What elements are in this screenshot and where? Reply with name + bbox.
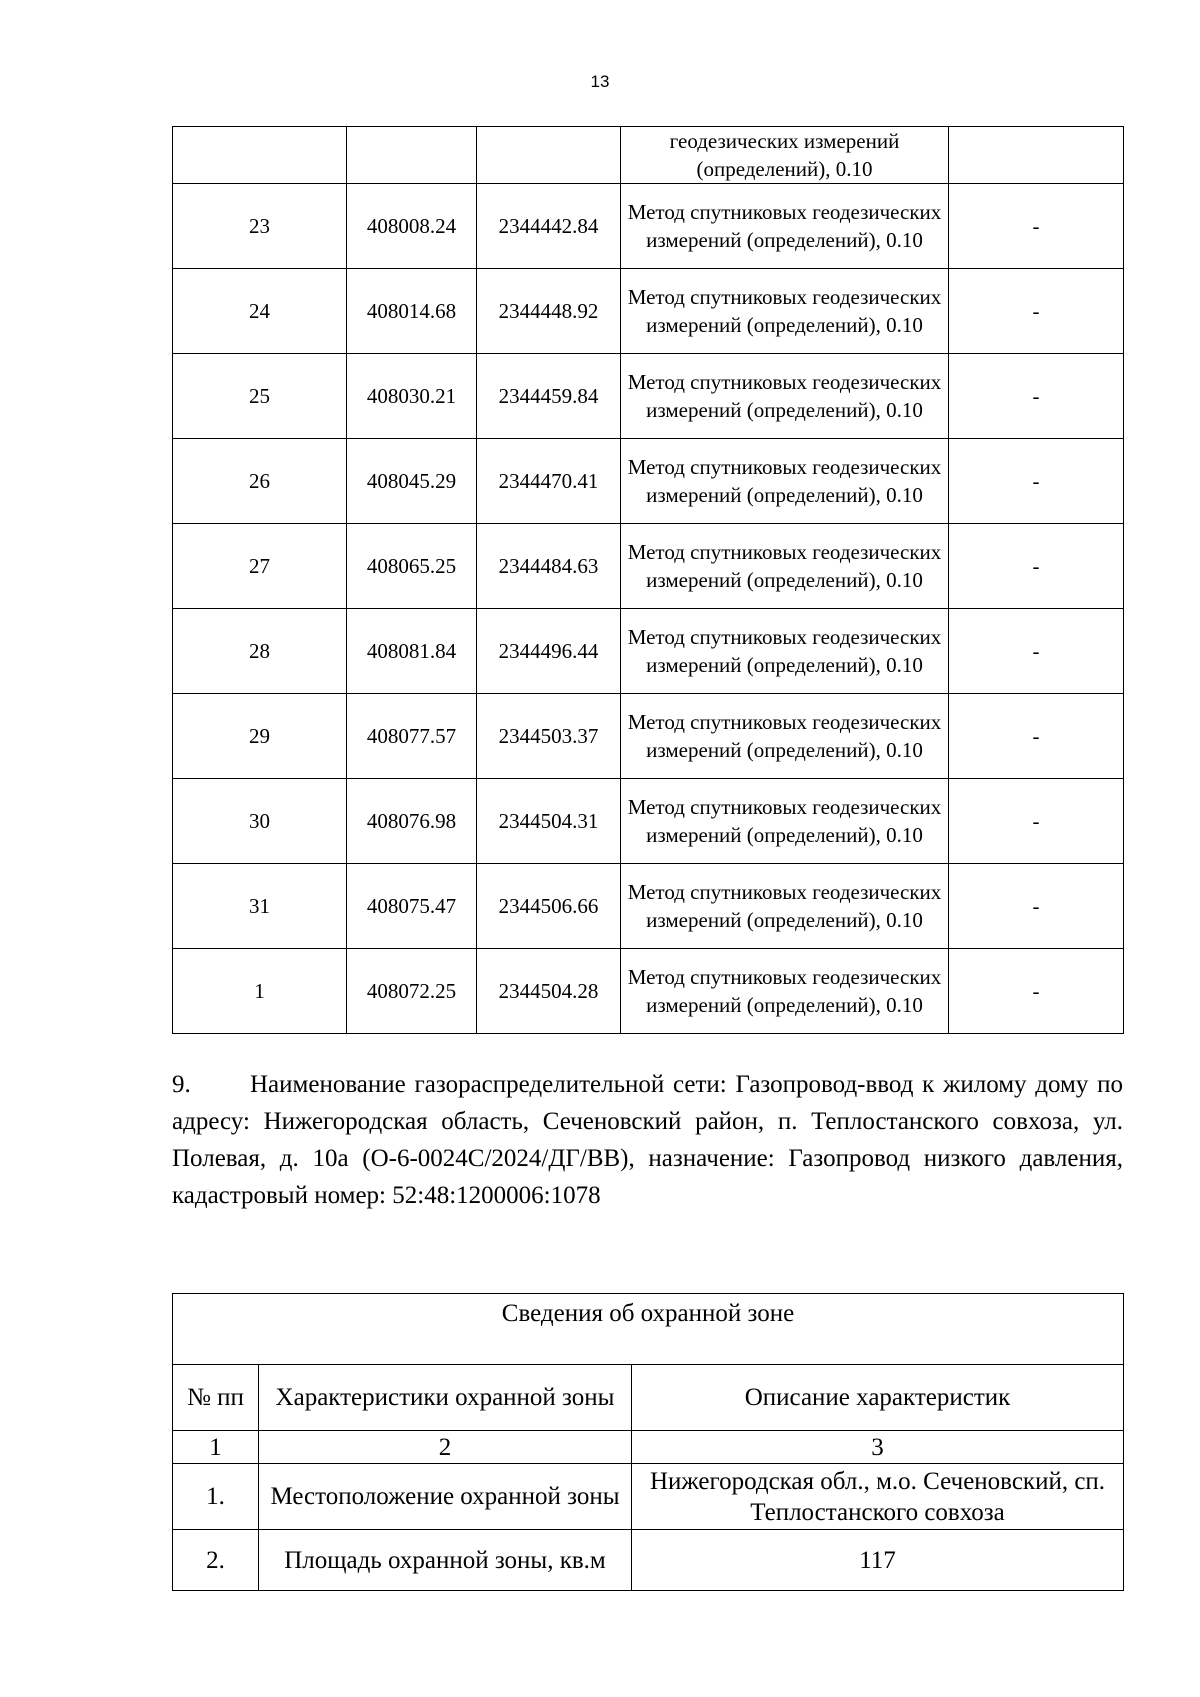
y-coordinate-cell: 2344484.63 xyxy=(477,524,621,609)
y-coordinate-cell: 2344506.66 xyxy=(477,864,621,949)
table-caption: Сведения об охранной зоне xyxy=(173,1294,1124,1365)
section-paragraph xyxy=(172,1066,1123,1214)
point-number-cell: 30 xyxy=(173,779,347,864)
table-row xyxy=(173,269,1124,354)
section-text: Наименование газораспределительной сети: Газопровод-ввод к жилому дому по адресу: Нижегородская область, Сеченовский район, п. Теплостанского совхоза, ул. Полевая, д. 10а (О-6-0024С/2024/ДГ/ВВ), назначение: Газопровод низкого давления, кадастровый номер: 52:48:1200006:1078 xyxy=(172,1071,1123,1209)
note-cell: - xyxy=(949,184,1124,269)
x-coordinate-cell: 408077.57 xyxy=(347,694,477,779)
x-coordinate-cell: 408014.68 xyxy=(347,269,477,354)
method-cell: Метод спутниковых геодезических измерений (определений), 0.10 xyxy=(621,609,949,694)
point-number-cell: 31 xyxy=(173,864,347,949)
protection-zone-table xyxy=(172,1293,1124,1591)
table-row xyxy=(173,864,1124,949)
note-cell: - xyxy=(949,269,1124,354)
method-cell: Метод спутниковых геодезических измерений (определений), 0.10 xyxy=(621,779,949,864)
table-row xyxy=(173,779,1124,864)
y-coordinate-cell: 2344470.41 xyxy=(477,439,621,524)
point-number-cell: 23 xyxy=(173,184,347,269)
index-cell-1: 1 xyxy=(173,1431,259,1464)
x-coordinate-cell: 408045.29 xyxy=(347,439,477,524)
table-row xyxy=(173,184,1124,269)
method-cell: Метод спутниковых геодезических измерений (определений), 0.10 xyxy=(621,269,949,354)
method-cell: Метод спутниковых геодезических измерений (определений), 0.10 xyxy=(621,184,949,269)
note-cell: - xyxy=(949,609,1124,694)
row-description: 117 xyxy=(632,1530,1124,1591)
point-number-cell: 25 xyxy=(173,354,347,439)
table-row xyxy=(173,439,1124,524)
table-row xyxy=(173,609,1124,694)
header-characteristic: Характеристики охранной зоны xyxy=(259,1365,632,1431)
x-coordinate-cell xyxy=(347,127,477,184)
note-cell: - xyxy=(949,694,1124,779)
header-number: № пп xyxy=(173,1365,259,1431)
note-cell: - xyxy=(949,949,1124,1034)
point-number-cell: 1 xyxy=(173,949,347,1034)
row-characteristic: Местоположение охранной зоны xyxy=(259,1464,632,1530)
table-row xyxy=(173,1530,1124,1591)
point-number-cell: 28 xyxy=(173,609,347,694)
coordinates-table xyxy=(172,126,1124,1034)
x-coordinate-cell: 408065.25 xyxy=(347,524,477,609)
y-coordinate-cell xyxy=(477,127,621,184)
y-coordinate-cell: 2344442.84 xyxy=(477,184,621,269)
method-cell: Метод спутниковых геодезических измерений (определений), 0.10 xyxy=(621,524,949,609)
row-description: Нижегородская обл., м.о. Сеченовский, сп. Теплостанского совхоза xyxy=(632,1464,1124,1530)
index-cell-2: 2 xyxy=(259,1431,632,1464)
note-cell: - xyxy=(949,779,1124,864)
row-number: 1. xyxy=(173,1464,259,1530)
index-cell-3: 3 xyxy=(632,1431,1124,1464)
y-coordinate-cell: 2344496.44 xyxy=(477,609,621,694)
table-index-row xyxy=(173,1431,1124,1464)
table-caption-row xyxy=(173,1294,1124,1365)
table-row xyxy=(173,949,1124,1034)
row-characteristic: Площадь охранной зоны, кв.м xyxy=(259,1530,632,1591)
y-coordinate-cell: 2344448.92 xyxy=(477,269,621,354)
y-coordinate-cell: 2344459.84 xyxy=(477,354,621,439)
note-cell xyxy=(949,127,1124,184)
y-coordinate-cell: 2344504.28 xyxy=(477,949,621,1034)
table-row xyxy=(173,524,1124,609)
note-cell: - xyxy=(949,439,1124,524)
table-header-row xyxy=(173,1365,1124,1431)
point-number-cell: 26 xyxy=(173,439,347,524)
x-coordinate-cell: 408081.84 xyxy=(347,609,477,694)
point-number-cell: 24 xyxy=(173,269,347,354)
x-coordinate-cell: 408008.24 xyxy=(347,184,477,269)
method-cell: Метод спутниковых геодезических измерений (определений), 0.10 xyxy=(621,949,949,1034)
y-coordinate-cell: 2344504.31 xyxy=(477,779,621,864)
method-cell: Метод спутниковых геодезических измерений (определений), 0.10 xyxy=(621,354,949,439)
method-cell: Метод спутниковых геодезических измерений (определений), 0.10 xyxy=(621,864,949,949)
table-row-continued xyxy=(173,127,1124,184)
header-description: Описание характеристик xyxy=(632,1365,1124,1431)
table-row xyxy=(173,354,1124,439)
method-cell: Метод спутниковых геодезических измерений (определений), 0.10 xyxy=(621,694,949,779)
section-number: 9. xyxy=(172,1071,191,1098)
method-cell: геодезических измерений (определений), 0.10 xyxy=(621,127,949,184)
row-number: 2. xyxy=(173,1530,259,1591)
method-cell: Метод спутниковых геодезических измерений (определений), 0.10 xyxy=(621,439,949,524)
note-cell: - xyxy=(949,524,1124,609)
x-coordinate-cell: 408075.47 xyxy=(347,864,477,949)
x-coordinate-cell: 408030.21 xyxy=(347,354,477,439)
page-number: 13 xyxy=(590,72,610,91)
point-number-cell: 29 xyxy=(173,694,347,779)
note-cell: - xyxy=(949,864,1124,949)
y-coordinate-cell: 2344503.37 xyxy=(477,694,621,779)
table-row xyxy=(173,1464,1124,1530)
x-coordinate-cell: 408072.25 xyxy=(347,949,477,1034)
point-number-cell: 27 xyxy=(173,524,347,609)
point-number-cell xyxy=(173,127,347,184)
x-coordinate-cell: 408076.98 xyxy=(347,779,477,864)
table-row xyxy=(173,694,1124,779)
note-cell: - xyxy=(949,354,1124,439)
